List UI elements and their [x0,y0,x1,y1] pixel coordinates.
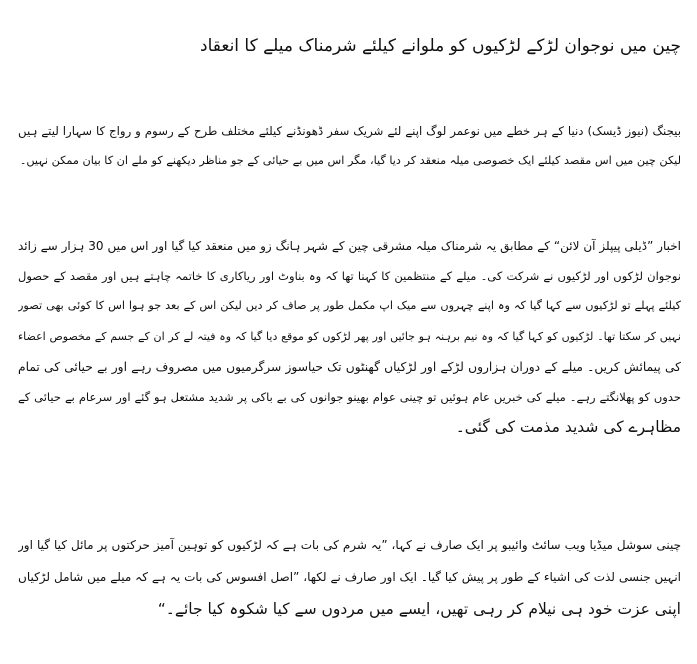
paragraph-line: مظاہرے کی شدید مذمت کی گئی۔ [455,418,681,437]
paragraph-line: چینی سوشل میڈیا ویب سائٹ وائیبو پر ایک صارف نے کہا، ”یہ شرم کی بات ہے کہ لڑکیوں کو توہین آمیز حرکتوں پر مائل کیا گیا اور [18,538,681,552]
article-paragraph [18,529,681,625]
news-article [18,0,681,664]
article-paragraph [18,231,681,442]
article-paragraph [18,116,681,176]
paragraph-line: کیلئے پہلے تو لڑکیوں سے کہا گیا کہ وہ اپنے چہروں سے میک اپ مکمل طور پر صاف کر دیں لیکن اس کے بعد جو ہوا اس کا کوئی بھی تصور [18,299,681,313]
paragraph-line: انہیں جنسی لذت کی اشیاء کے طور پر پیش کیا گیا۔ ایک اور صارف نے لکھا، ”اصل افسوس کی بات یہ ہے کہ میلے میں شامل لڑکیاں [18,570,681,584]
paragraph-line: نہیں کر سکتا تھا۔ لڑکیوں کو کہا گیا کہ وہ نیم برہنہ ہو جائیں اور پھر لڑکوں کو موقع دیا گیا کہ وہ فیتہ لے کر ان کے جسم کے مخصوص اعضاء [18,329,681,343]
paragraph-line: کی پیمائش کریں۔ میلے کے دوران ہزاروں لڑکے اور لڑکیاں گھنٹوں تک حیاسوز سرگرمیوں میں مصروف رہے اور بے حیائی کی تمام [18,359,681,374]
paragraph-line: لیکن چین میں اس مقصد کیلئے ایک خصوصی میلہ منعقد کر دیا گیا، مگر اس میں بے حیائی کے جو مناظر دیکھنے کو ملے ان کا بیان ممکن نہیں۔ [19,154,681,167]
paragraph-line: اخبار ”ڈیلی پیپلز آن لائن“ کے مطابق یہ شرمناک میلہ مشرقی چین کے شہر ہانگ زو میں منعقد کیا گیا اور اس میں 30 ہزار سے زائد [18,239,681,253]
paragraph-line: بیجنگ (نیوز ڈیسک) دنیا کے ہر خطے میں نوعمر لوگ اپنے لئے شریک سفر ڈھونڈنے کیلئے مختلف طرح کے رسوم و رواج کا سہارا لیتے ہیں [18,124,681,138]
paragraph-line: نوجوان لڑکوں اور لڑکیوں نے شرکت کی۔ میلے کے منتظمین کا کہنا تھا کہ وہ بناوٹ اور ریاکاری کا خاتمہ چاہتے ہیں اور مقصد کے حصول [18,269,681,284]
paragraph-line: حدوں کو پھلانگتے رہے۔ میلے کی خبریں عام ہوئیں تو چینی عوام بھینو جوانوں کی بے باکی پر شدید مشتعل ہو گئے اور سرعام بے حیائی کے [18,389,681,404]
article-title: چین میں نوجوان لڑکے لڑکیوں کو ملوانے کیلئے شرمناک میلے کا انعقاد [200,36,681,56]
paragraph-line: اپنی عزت خود ہی نیلام کر رہی تھیں، ایسے میں مردوں سے کیا شکوہ کیا جائے۔“ [157,600,681,618]
